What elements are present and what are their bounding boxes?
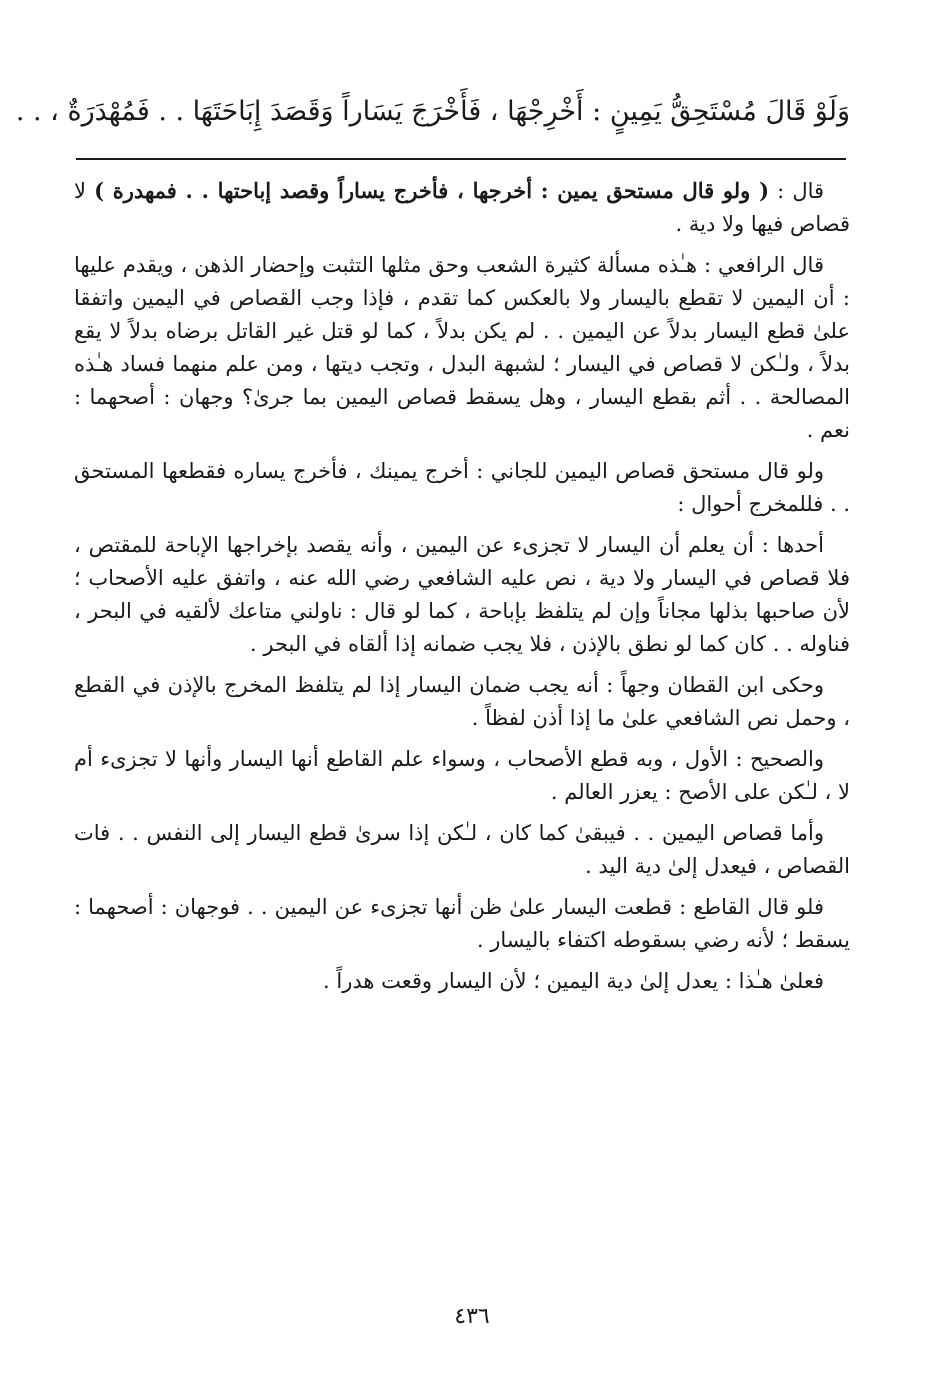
paragraph-8: فلو قال القاطع : قطعت اليسار علىٰ ظن أنها تجزىء عن اليمين . . فوجهان : أصحهما : يسقط ؛ لأنه رضي بسقوطه اكتفاء باليسار . bbox=[74, 895, 850, 952]
paragraph-7: وأما قصاص اليمين . . فيبقىٰ كما كان ، لـٰكن إذا سرىٰ قطع اليسار إلى النفس . . فات القصاص ، فيعدل إلىٰ دية اليد . bbox=[74, 821, 850, 878]
separator-rule bbox=[76, 158, 846, 160]
matn-text: وَلَوْ قَالَ مُسْتَحِقُّ يَمِينٍ : أَخْرِجْهَا ، فَأَخْرَجَ يَسَاراً وَقَصَدَ إِبَاحَتَهَا . . فَمُهْدَرَةٌ ، . . bbox=[15, 96, 850, 127]
paragraph-3: ولو قال مستحق قصاص اليمين للجاني : أخرج يمينك ، فأخرج يساره فقطعها المستحق . . فللمخرج أحوال : bbox=[74, 459, 850, 516]
paragraph-1 bbox=[74, 174, 850, 241]
paragraph-6: والصحيح : الأول ، وبه قطع الأصحاب ، وسواء علم القاطع أنها اليسار وأنها لا تجزىء أم لا ، لـٰكن على الأصح : يعزر العالم . bbox=[74, 747, 850, 804]
paragraph-1-quote: ( ولو قال مستحق يمين : أخرجها ، فأخرج يساراً وقصد إباحتها . . فمهدرة ) bbox=[94, 178, 770, 203]
paragraph-5: وحكى ابن القطان وجهاً : أنه يجب ضمان اليسار إذا لم يتلفظ المخرج بالإذن في القطع ، وحمل نص الشافعي علىٰ ما إذا أذن لفظاً . bbox=[74, 673, 850, 730]
page-number: ٤٣٦ bbox=[454, 1304, 490, 1329]
paragraph-4: أحدها : أن يعلم أن اليسار لا تجزىء عن اليمين ، وأنه يقصد بإخراجها الإباحة للمقتص ، فلا قصاص في اليسار ولا دية ، نص عليه الشافعي رضي الله عنه ، واتفق عليه الأصحاب ؛ لأن صاحبها بذلها مجاناً وإن لم يتلفظ بإباحة ، كما لو قال : ناولني متاعك لألقيه في البحر ، فناوله . . كان كما لو نطق بالإذن ، فلا يجب ضمانه إذا ألقاه في البحر . bbox=[74, 533, 850, 656]
paragraph-2: قال الرافعي : هـٰذه مسألة كثيرة الشعب وحق مثلها التثبت وإحضار الذهن ، ويقدم عليها : أن اليمين لا تقطع باليسار ولا بالعكس كما تقدم ، فإذا وجب القصاص في اليمين واتفقا علىٰ قطع اليسار بدلاً عن اليمين . . لم يكن بدلاً ، كما لو قتل غير القاتل برضاه بدلاً لا يقع بدلاً ، ولـٰكن لا قصاص في اليسار ؛ لشبهة البدل ، وتجب ديتها ، ومن علم منهما فساد هـٰذه المصالحة . . أثم بقطع اليسار ، وهل يسقط قصاص اليمين بما جرىٰ؟ وجهان : أصحهما : نعم . bbox=[74, 253, 850, 442]
paragraph-1-rest: لا قصاص فيها ولا دية . bbox=[74, 179, 850, 236]
commentary-body bbox=[74, 174, 850, 1006]
paragraph-1-lead: قال : bbox=[769, 179, 825, 203]
paragraph-9: فعلىٰ هـٰذا : يعدل إلىٰ دية اليمين ؛ لأن اليسار وقعت هدراً . bbox=[323, 969, 824, 993]
